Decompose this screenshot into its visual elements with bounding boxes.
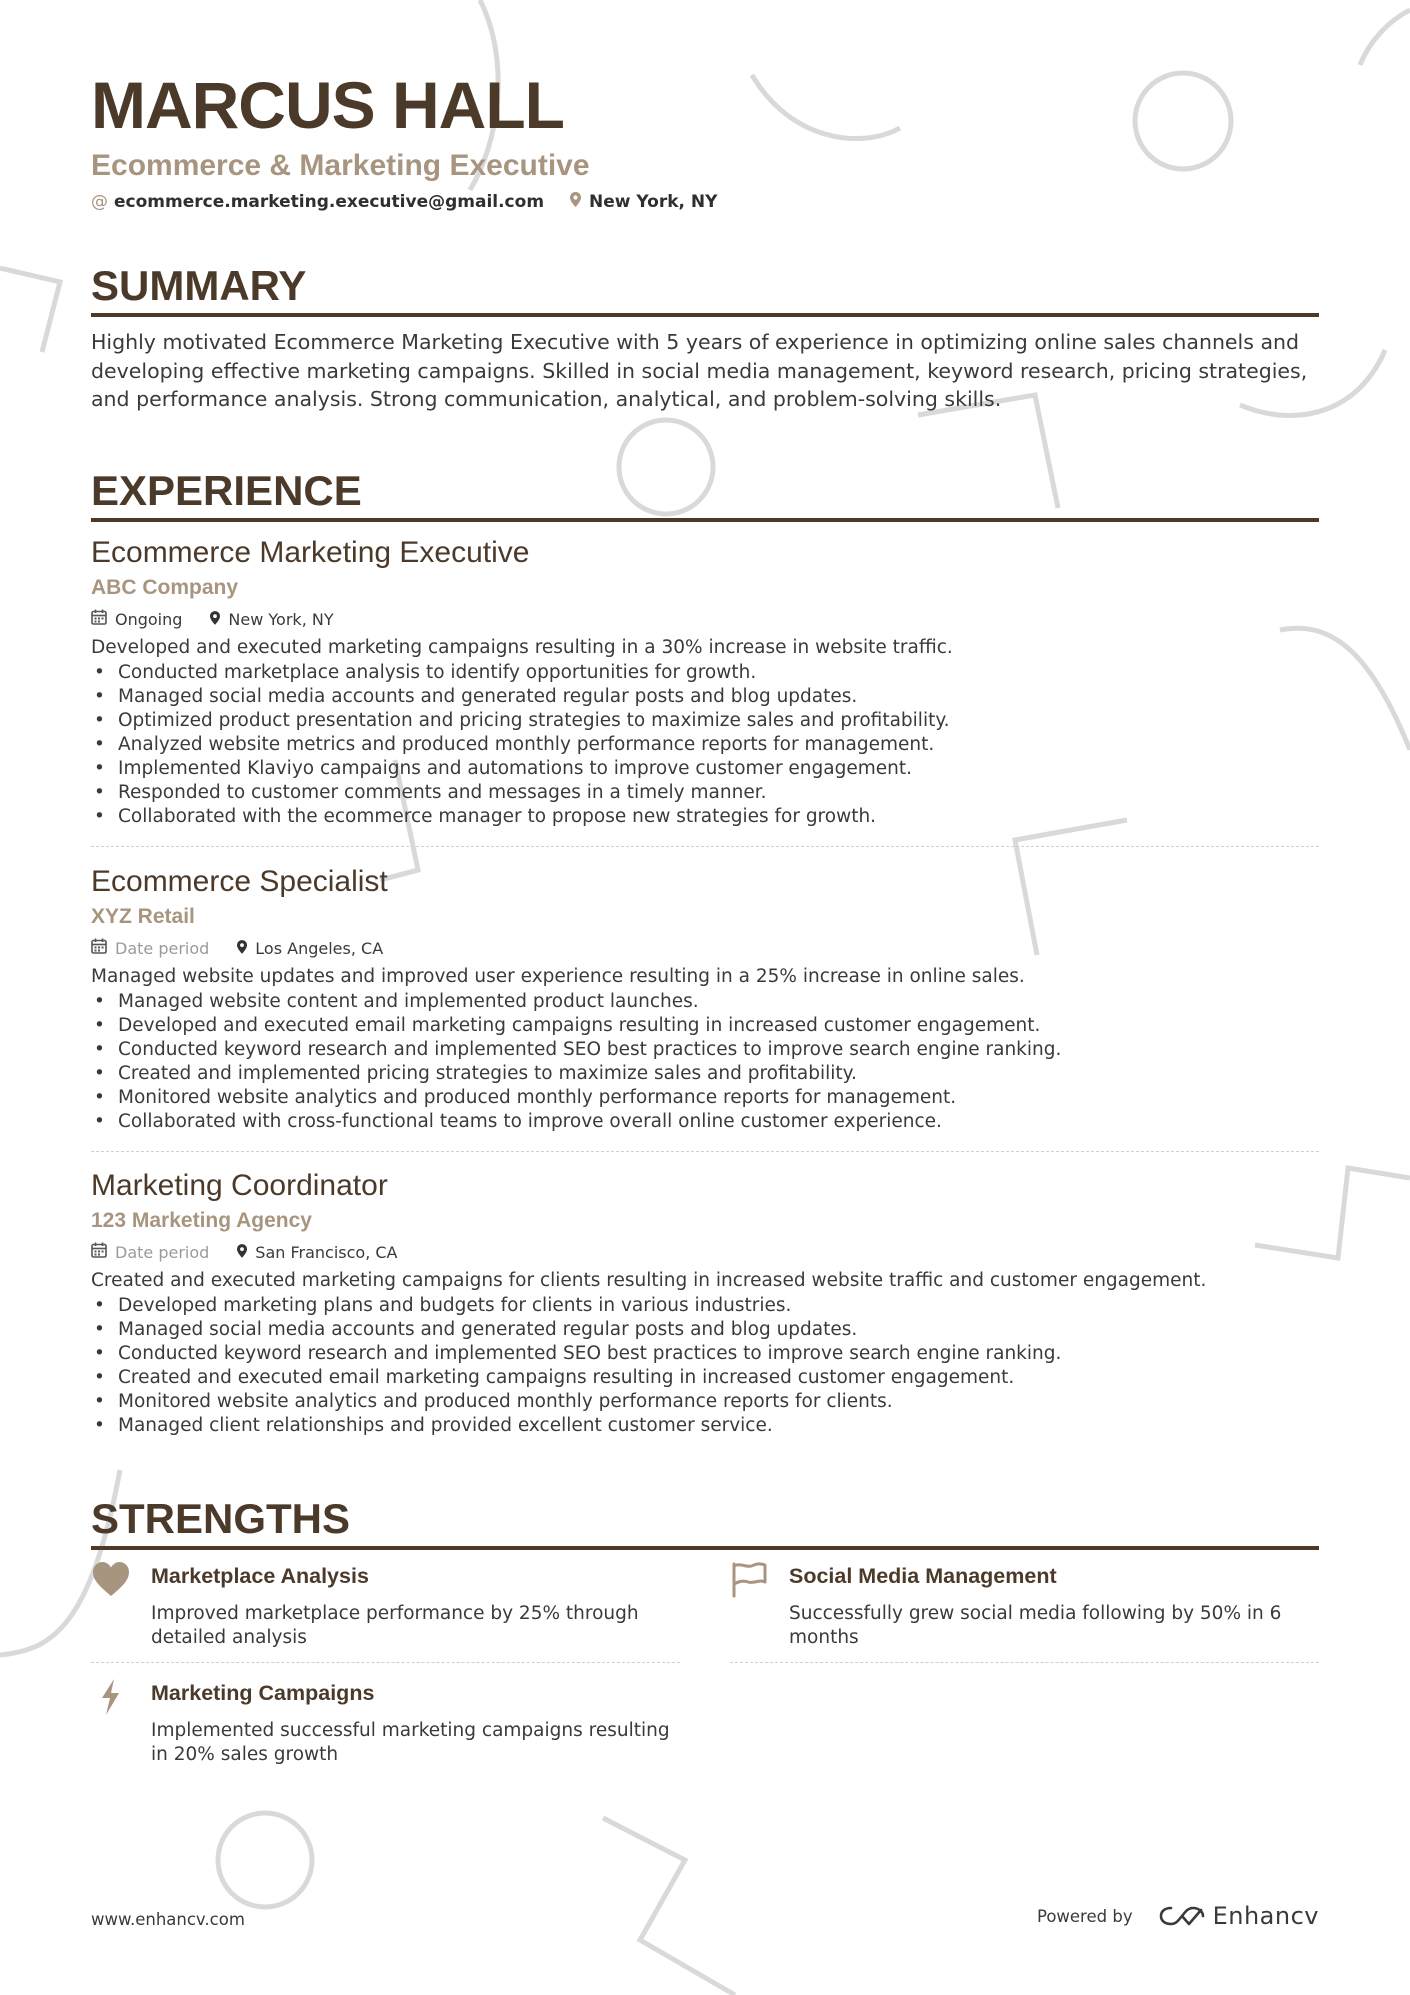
entry-divider [91,1151,1319,1152]
entry-divider [730,1662,1319,1663]
bullet-item: • Managed social media accounts and generated regular posts and blog updates. [91,1318,1319,1342]
bullet-item: • Conducted keyword research and implemented SEO best practices to improve search engine ranking. [91,1342,1319,1366]
job-location: San Francisco, CA [255,1242,398,1262]
bullet-item: • Created and implemented pricing strategies to maximize sales and profitability. [91,1062,1319,1086]
strength-title: Social Media Management [789,1564,1057,1588]
strength-item [91,1677,681,1777]
job-title: Ecommerce Marketing Executive [91,536,530,569]
entry-divider [91,846,1319,847]
strength-description: Successfully grew social media following by 50% in 6 months [789,1603,1282,1648]
brand-name: Enhancv [1212,1902,1319,1930]
enhancv-logo-icon [1159,1904,1205,1928]
job-title: Marketing Coordinator [91,1169,388,1202]
email-link[interactable]: ecommerce.marketing.executive@gmail.com [114,192,545,212]
footer-branding [1037,1902,1319,1930]
job-location: Los Angeles, CA [255,938,384,958]
bullet-item: • Monitored website analytics and produced monthly performance reports for management. [91,1086,1319,1110]
job-title: Ecommerce Specialist [91,865,388,898]
company-name: 123 Marketing Agency [91,1209,312,1232]
location-text: New York, NY [589,192,718,212]
job-meta [91,935,1319,961]
heart-icon [91,1560,131,1600]
enhancv-logo[interactable] [1159,1902,1319,1930]
calendar-icon [91,609,107,629]
bullet-item: • Conducted keyword research and implemented SEO best practices to improve search engine ranking. [91,1038,1319,1062]
summary-heading: SUMMARY [91,265,1319,317]
bullet-item: • Managed social media accounts and generated regular posts and blog updates. [91,685,1319,709]
calendar-icon [91,938,107,958]
location-pin-icon [570,192,581,212]
location-pin-icon [237,1243,247,1262]
job-description: Managed website updates and improved user experience resulting in a 25% increase in online sales. [91,966,1025,987]
location-pin-icon [237,939,247,958]
bullet-item: • Analyzed website metrics and produced monthly performance reports for management. [91,733,1319,757]
job-period: Date period [115,938,210,958]
calendar-icon [91,1242,107,1262]
footer-url[interactable]: www.enhancv.com [91,1910,245,1929]
contact-row [91,192,717,212]
summary-text: Highly motivated Ecommerce Marketing Executive with 5 years of experience in optimizing online sales channels and developing effective marketing campaigns. Skilled in social media management, keyword research, pricing strategies, and performance analysis. Strong communication, analytical, and problem-solving skills. [91,330,1308,411]
strength-title: Marketplace Analysis [151,1564,369,1588]
experience-entry [91,864,1319,1134]
strength-description: Improved marketplace performance by 25% through detailed analysis [151,1603,639,1648]
experience-entry [91,535,1319,829]
bullet-item: • Developed and executed email marketing campaigns resulting in increased customer engagement. [91,1014,1319,1038]
lightning-icon [91,1677,131,1717]
job-description: Created and executed marketing campaigns for clients resulting in increased website traffic and customer engagement. [91,1270,1207,1291]
job-location: New York, NY [228,609,334,629]
bullet-item: • Optimized product presentation and pricing strategies to maximize sales and profitability. [91,709,1319,733]
bullet-item: • Monitored website analytics and produced monthly performance reports for clients. [91,1390,1319,1414]
candidate-role: Ecommerce & Marketing Executive [91,149,590,182]
job-bullets [91,1294,1319,1438]
bullet-item: • Developed marketing plans and budgets for clients in various industries. [91,1294,1319,1318]
bullet-item: • Collaborated with cross-functional teams to improve overall online customer experience. [91,1110,1319,1134]
job-bullets [91,990,1319,1134]
strength-item [91,1560,681,1660]
candidate-name: MARCUS HALL [91,68,564,142]
email-icon: @ [91,192,108,212]
job-period: Date period [115,1242,210,1262]
strength-item [729,1560,1319,1660]
bullet-item: • Managed client relationships and provided excellent customer service. [91,1414,1319,1438]
job-bullets [91,661,1319,829]
job-meta [91,1239,1319,1265]
experience-entry [91,1168,1319,1438]
entry-divider [91,1662,680,1663]
bullet-item: • Conducted marketplace analysis to identify opportunities for growth. [91,661,1319,685]
bullet-item: • Responded to customer comments and messages in a timely manner. [91,781,1319,805]
job-description: Developed and executed marketing campaigns resulting in a 30% increase in website traffic. [91,637,953,658]
flag-icon [729,1560,769,1600]
company-name: XYZ Retail [91,905,195,928]
strength-description: Implemented successful marketing campaigns resulting in 20% sales growth [151,1720,670,1765]
bullet-item: • Implemented Klaviyo campaigns and automations to improve customer engagement. [91,757,1319,781]
bullet-item: • Collaborated with the ecommerce manager to propose new strategies for growth. [91,805,1319,829]
strength-title: Marketing Campaigns [151,1681,375,1705]
experience-heading: EXPERIENCE [91,470,1319,522]
company-name: ABC Company [91,576,239,599]
job-meta [91,606,1319,632]
powered-by-text: Powered by [1036,1906,1133,1926]
strengths-heading: STRENGTHS [91,1498,1319,1550]
job-period: Ongoing [115,609,183,629]
bullet-item: • Created and executed email marketing campaigns resulting in increased customer engagement. [91,1366,1319,1390]
bullet-item: • Managed website content and implemented product launches. [91,990,1319,1014]
location-pin-icon [210,610,220,629]
